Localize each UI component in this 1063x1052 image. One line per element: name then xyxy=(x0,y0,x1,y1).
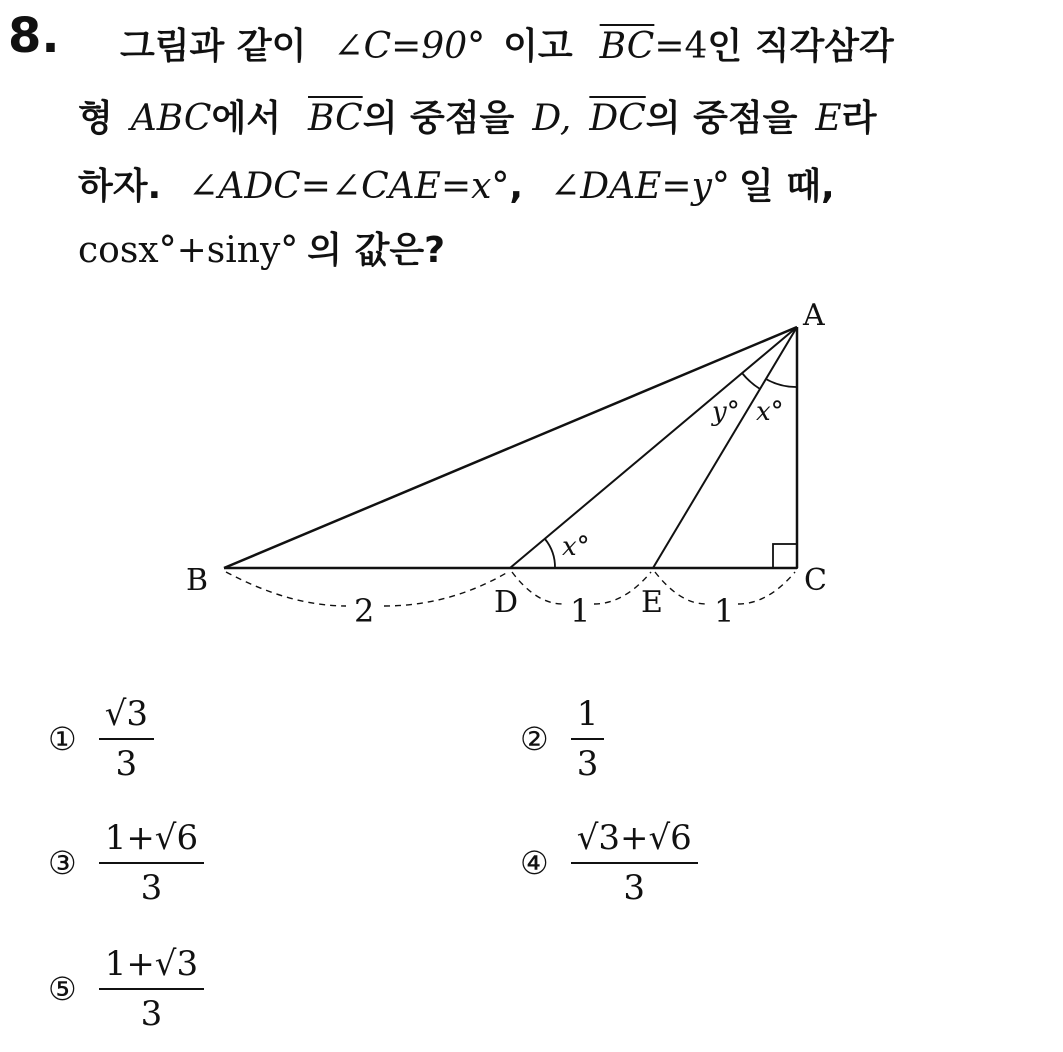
choice-number: ⑤ xyxy=(48,970,77,1008)
text-segment: 의 중점을 xyxy=(645,98,798,139)
point-label-e: E xyxy=(641,585,663,620)
text-segment: , xyxy=(509,166,524,207)
choice-fraction xyxy=(571,818,698,908)
point-label-c: C xyxy=(804,563,827,598)
choice-fraction xyxy=(99,694,154,784)
angle-label-x-at-d: x° xyxy=(562,532,590,562)
fraction-numerator: 1+√3 xyxy=(99,944,204,990)
angle-arc-x-at-d xyxy=(545,539,555,568)
fraction-numerator: 1+√6 xyxy=(99,818,204,864)
fraction-denominator: 3 xyxy=(140,868,163,908)
math-value: =4 xyxy=(654,26,708,67)
fraction-numerator: √3 xyxy=(99,694,154,740)
fraction-denominator: 3 xyxy=(623,868,646,908)
choice-5[interactable] xyxy=(48,944,204,1034)
angle-arc-y-at-a xyxy=(742,373,760,389)
question-number: 8. xyxy=(8,8,60,64)
choice-number: ② xyxy=(520,720,549,758)
math-point-d: D, xyxy=(532,98,572,139)
segment-label-de: 1 xyxy=(570,592,591,630)
math-segment-bc: $\overline{BC}$ xyxy=(599,26,655,67)
fraction-denominator: 3 xyxy=(115,744,138,784)
segment-ad xyxy=(510,327,797,568)
text-segment: 그림과 같이 xyxy=(120,26,307,67)
text-segment: 하자. xyxy=(78,166,162,207)
fraction-numerator: 1 xyxy=(571,694,605,740)
math-segment-dc: $\overline{DC}$ xyxy=(589,98,646,139)
segment-ae xyxy=(653,327,797,568)
text-segment: 의 값은? xyxy=(307,230,446,271)
fraction-numerator: √3+√6 xyxy=(571,818,698,864)
text-segment: 이고 xyxy=(503,26,573,67)
point-label-b: B xyxy=(186,563,209,598)
text-segment: 라 xyxy=(841,98,877,139)
fraction-denominator: 3 xyxy=(140,994,163,1034)
segment-label-bd: 2 xyxy=(354,592,375,630)
math-angle-equation-1: ∠ADC=∠CAE=x° xyxy=(188,166,510,207)
angle-arc-x-at-a xyxy=(766,379,797,387)
text-segment: 형 xyxy=(78,98,113,139)
choice-fraction xyxy=(99,944,204,1034)
segment-label-ec: 1 xyxy=(714,592,735,630)
choice-2[interactable] xyxy=(520,694,604,784)
math-expression: cosx°+siny° xyxy=(78,230,299,271)
right-angle-mark xyxy=(773,544,797,568)
choice-number: ④ xyxy=(520,844,549,882)
math-point-e: E xyxy=(815,98,842,139)
choice-3[interactable] xyxy=(48,818,204,908)
text-segment: 인 직각삼각 xyxy=(707,26,894,67)
choice-fraction xyxy=(99,818,204,908)
point-label-a: A xyxy=(803,298,825,333)
choice-number: ① xyxy=(48,720,77,758)
angle-label-x-at-a: x° xyxy=(756,397,784,427)
math-angle-equation-2: ∠DAE=y° xyxy=(550,166,730,207)
math-angle-c: ∠C=90° xyxy=(333,26,486,67)
text-segment: 의 중점을 xyxy=(362,98,515,139)
choice-1[interactable] xyxy=(48,694,154,784)
side-ab xyxy=(224,327,797,568)
text-segment: 일 때, xyxy=(738,166,835,207)
fraction-denominator: 3 xyxy=(576,744,599,784)
math-segment-bc: $\overline{BC}$ xyxy=(308,98,363,139)
angle-label-y-at-a: y° xyxy=(712,397,740,427)
choice-fraction xyxy=(571,694,605,784)
point-label-d: D xyxy=(494,585,519,620)
math-triangle-abc: ABC xyxy=(130,98,212,139)
choice-4[interactable] xyxy=(520,818,698,908)
text-segment: 에서 xyxy=(211,98,282,139)
choice-number: ③ xyxy=(48,844,77,882)
